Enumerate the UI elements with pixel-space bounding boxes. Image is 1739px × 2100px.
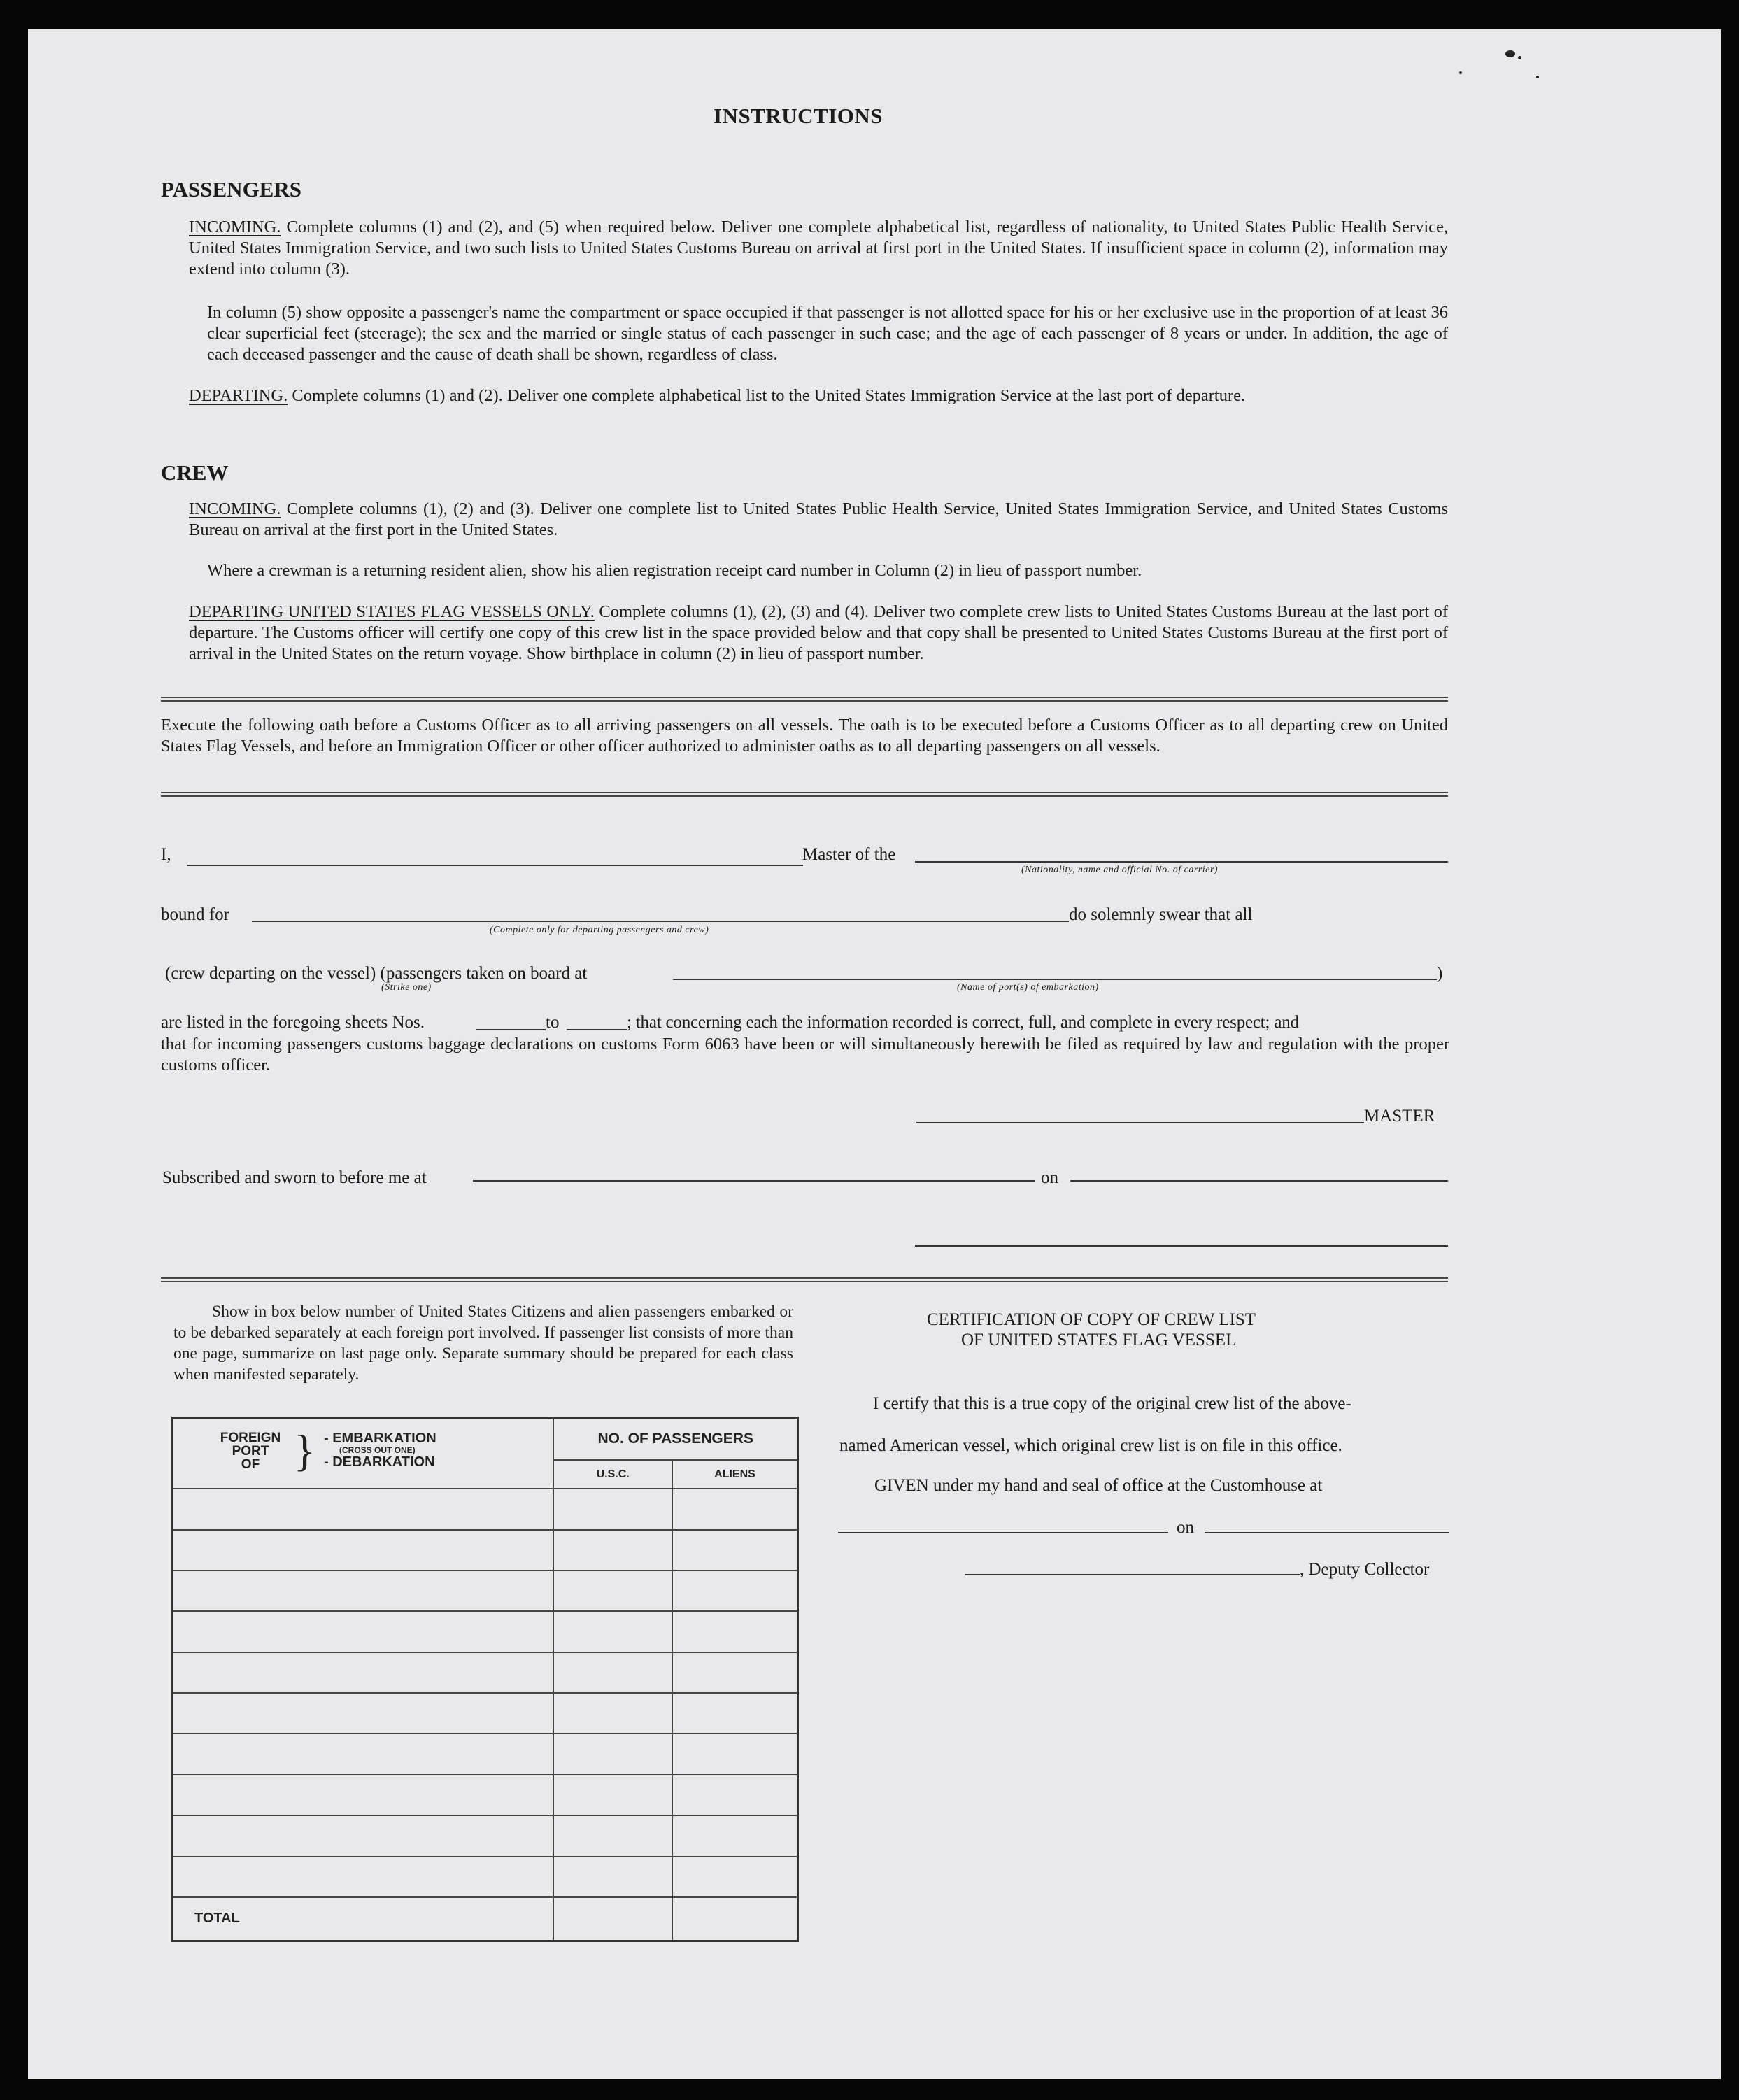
strike-one-caption: (Strike one) (381, 982, 432, 993)
certification-title-1: CERTIFICATION OF COPY OF CREW LIST (927, 1310, 1256, 1329)
deputy-collector-label: , Deputy Collector (1300, 1560, 1430, 1579)
master-name-field[interactable] (187, 865, 803, 866)
port-cell[interactable] (173, 1652, 554, 1693)
embarkation-port-field[interactable] (673, 979, 1437, 980)
listed-sheets-label: are listed in the foregoing sheets Nos. (161, 1013, 425, 1032)
certification-title-2: OF UNITED STATES FLAG VESSEL (961, 1331, 1237, 1349)
subscribed-label: Subscribed and sworn to before me at (162, 1168, 427, 1187)
passengers-departing-paragraph (189, 385, 1448, 406)
usc-cell[interactable] (553, 1611, 672, 1652)
passengers-departing-text: Complete columns (1) and (2). Deliver one complete alphabetical list to the United States Immigration Service at the last port of departure. (288, 386, 1246, 405)
usc-cell[interactable] (553, 1570, 672, 1611)
aliens-cell[interactable] (672, 1652, 798, 1693)
of-label: OF (241, 1457, 260, 1472)
port-cell[interactable] (173, 1733, 554, 1774)
port-cell[interactable] (173, 1489, 554, 1529)
passenger-summary-table (171, 1417, 799, 1942)
aliens-total-cell[interactable] (672, 1897, 798, 1941)
scan-speck (1518, 56, 1521, 59)
passengers-incoming-text: Complete columns (1) and (2), and (5) when required below. Deliver one complete alphabetical list, regardless of nationality, to United States Public Health Service, United States Immigration Service, and two such lists to United States Customs Bureau on arrival at first port in the United States. If insufficient space in column (2), information may extend into column (3). (189, 218, 1448, 278)
page-title: INSTRUCTIONS (714, 104, 883, 128)
crew-passengers-label: (crew departing on the vessel) (passengers taken on board at (165, 964, 588, 983)
usc-cell[interactable] (553, 1693, 672, 1733)
officer-signature-field[interactable] (915, 1245, 1448, 1247)
master-of-label: Master of the (802, 845, 896, 864)
listed-continued-text: ; that concerning each the information recorded is correct, full, and complete in every respect; and (627, 1013, 1299, 1032)
crew-departing-text: Complete columns (1), (2), (3) and (4). Deliver two complete crew lists to United States Customs Bureau at the last port of departure. The Customs officer will certify one copy of this crew list in the space provided below and that copy shall be presented to United States Customs Bureau at the first port of arrival in the United States on the return voyage. Show birthplace in column (2) in lieu of passport number. (189, 602, 1448, 663)
listed-to-label: to (546, 1013, 560, 1032)
port-cell[interactable] (173, 1530, 554, 1570)
certification-line-3: GIVEN under my hand and seal of office at the Customhouse at (874, 1476, 1323, 1495)
passengers-incoming-label: INCOMING. (189, 218, 281, 236)
master-signature-field[interactable] (916, 1122, 1364, 1123)
sworn-location-field[interactable] (473, 1180, 1035, 1182)
passengers-heading: PASSENGERS (161, 177, 301, 201)
swear-label: do solemnly swear that all (1069, 905, 1253, 924)
usc-cell[interactable] (553, 1530, 672, 1570)
foreign-port-header (173, 1418, 554, 1489)
aliens-header: ALIENS (672, 1460, 798, 1489)
foreign-label: FOREIGN (220, 1431, 281, 1445)
certification-date-field[interactable] (1205, 1532, 1449, 1533)
summary-instructions: Show in box below number of United States Citizens and alien passengers embarked or to be debarked separately at each foreign port involved. If passenger list consists of more than one page, summarize on last page only. Separate summary should be prepared for each class when manifested separately. (173, 1303, 793, 1384)
sheet-from-field[interactable] (476, 1029, 546, 1030)
crew-incoming-label: INCOMING. (189, 499, 281, 518)
listed-remainder-text: that for incoming passengers customs baggage declarations on customs Form 6063 have been or will simultaneously herewith be filed as required by law and regulation with the proper customs officer. (161, 1035, 1449, 1074)
crew-heading: CREW (161, 460, 229, 485)
total-label: TOTAL (173, 1897, 554, 1941)
port-cell[interactable] (173, 1693, 554, 1733)
brace-icon: } (294, 1426, 315, 1475)
double-rule (161, 792, 1448, 797)
aliens-cell[interactable] (672, 1815, 798, 1856)
aliens-cell[interactable] (672, 1570, 798, 1611)
no-of-passengers-header: NO. OF PASSENGERS (553, 1418, 797, 1460)
usc-cell[interactable] (553, 1857, 672, 1897)
crew-resident-paragraph: Where a crewman is a returning resident alien, show his alien registration receipt card number in Column (2) in lieu of passport number. (207, 561, 1142, 580)
port-cell[interactable] (173, 1775, 554, 1815)
deputy-signature-field[interactable] (965, 1574, 1300, 1575)
aliens-cell[interactable] (672, 1733, 798, 1774)
certification-on-label: on (1177, 1518, 1194, 1537)
usc-header: U.S.C. (553, 1460, 672, 1489)
oath-i-label: I, (161, 845, 171, 864)
aliens-cell[interactable] (672, 1693, 798, 1733)
sheet-to-field[interactable] (567, 1029, 627, 1030)
port-cell[interactable] (173, 1611, 554, 1652)
bound-for-field[interactable] (252, 921, 1069, 922)
sworn-on-label: on (1041, 1168, 1058, 1187)
crew-incoming-text: Complete columns (1), (2) and (3). Deliver one complete list to United States Public Health Service, United States Immigration Service, and United States Customs Bureau on arrival at the first port in the United States. (189, 499, 1448, 539)
double-rule (161, 697, 1448, 702)
scan-speck (1459, 71, 1462, 74)
certification-line-2: named American vessel, which original crew list is on file in this office. (839, 1436, 1342, 1455)
port-caption: (Name of port(s) of embarkation) (957, 982, 1099, 993)
aliens-cell[interactable] (672, 1530, 798, 1570)
aliens-cell[interactable] (672, 1611, 798, 1652)
port-cell[interactable] (173, 1570, 554, 1611)
usc-cell[interactable] (553, 1815, 672, 1856)
scan-speck (1536, 76, 1539, 78)
port-label: PORT (232, 1444, 269, 1459)
passengers-incoming-paragraph (189, 217, 1448, 280)
customhouse-field[interactable] (838, 1532, 1168, 1533)
bound-for-label: bound for (161, 905, 229, 924)
cross-out-one-label: (CROSS OUT ONE) (339, 1445, 416, 1455)
aliens-cell[interactable] (672, 1857, 798, 1897)
passengers-column5-paragraph: In column (5) show opposite a passenger's name the compartment or space occupied if that passenger is not allotted space for his or her exclusive use in the proportion of at least 36 clear superficial feet (steerage); the sex and the married or single status of each passenger in such case; and the age of each passenger of 8 years or under. In addition, the age of each deceased passenger and the cause of death shall be shown, regardless of class. (207, 303, 1448, 364)
scan-speck (1505, 50, 1515, 57)
close-paren: ) (1437, 964, 1443, 983)
oath-instructions: Execute the following oath before a Customs Officer as to all arriving passengers on all vessels. The oath is to be executed before a Customs Officer as to all departing crew on United States Flag Vessels, and before an Immigration Officer or other officer authorized to administer oaths as to all departing passengers on all vessels. (161, 716, 1448, 755)
aliens-cell[interactable] (672, 1775, 798, 1815)
usc-total-cell[interactable] (553, 1897, 672, 1941)
sworn-date-field[interactable] (1070, 1180, 1448, 1182)
embarkation-label: - EMBARKATION (324, 1431, 436, 1446)
usc-cell[interactable] (553, 1652, 672, 1693)
port-cell[interactable] (173, 1857, 554, 1897)
carrier-field[interactable] (915, 861, 1448, 863)
usc-cell[interactable] (553, 1733, 672, 1774)
debarkation-label: - DEBARKATION (324, 1454, 435, 1470)
crew-departing-paragraph (189, 602, 1448, 665)
nationality-caption: (Nationality, name and official No. of carrier) (1021, 865, 1218, 875)
crew-departing-label: DEPARTING UNITED STATES FLAG VESSELS ONLY. (189, 602, 595, 621)
complete-only-caption: (Complete only for departing passengers and crew) (490, 925, 709, 935)
usc-cell[interactable] (553, 1489, 672, 1529)
crew-incoming-paragraph (189, 499, 1448, 541)
master-signature-label: MASTER (1364, 1107, 1435, 1126)
certification-line-1: I certify that this is a true copy of the original crew list of the above- (873, 1394, 1351, 1413)
double-rule (161, 1277, 1448, 1282)
aliens-cell[interactable] (672, 1489, 798, 1529)
usc-cell[interactable] (553, 1775, 672, 1815)
port-cell[interactable] (173, 1815, 554, 1856)
passengers-departing-label: DEPARTING. (189, 386, 288, 405)
